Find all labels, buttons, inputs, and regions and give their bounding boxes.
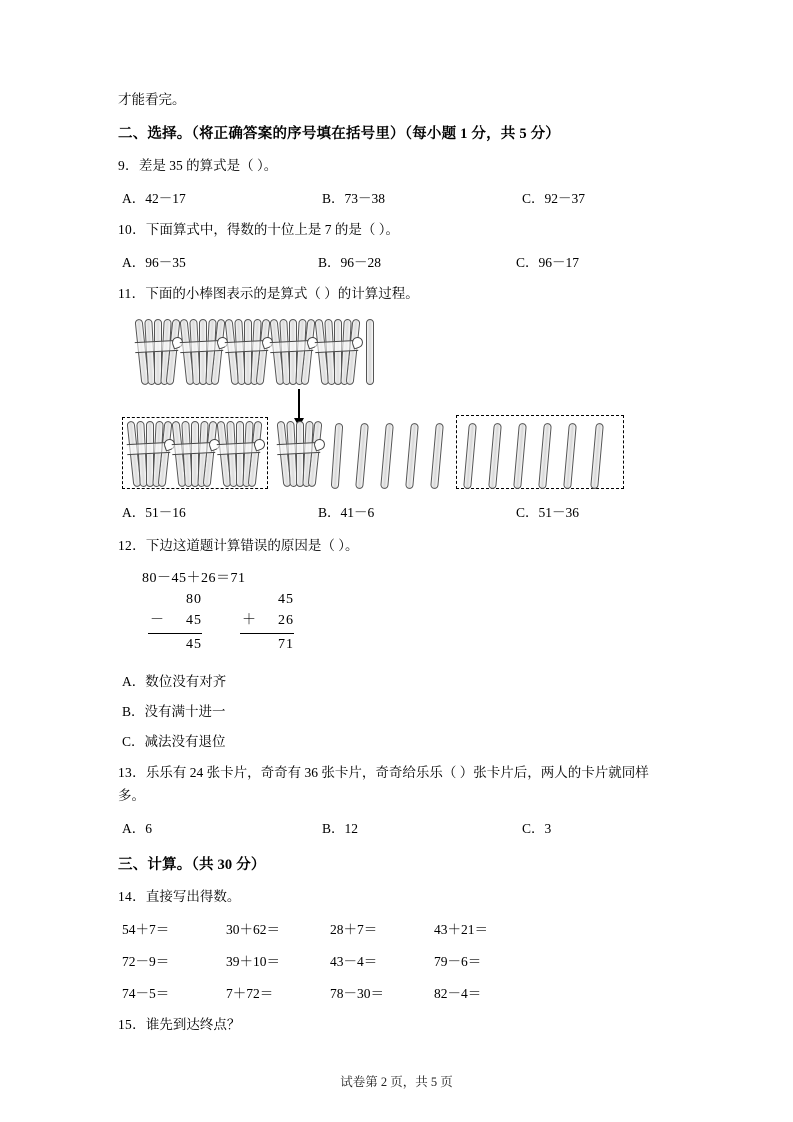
question-13 [118, 762, 675, 808]
question-15-number: 15． [118, 1016, 146, 1032]
question-12 [118, 535, 675, 558]
calc-item[interactable]: 43－4＝ [330, 953, 378, 969]
question-12-choice-c[interactable]: C．减法没有退位 [122, 733, 226, 749]
calc-row [118, 918, 675, 938]
calc-item[interactable]: 30＋62＝ [226, 921, 280, 937]
single-stick [331, 423, 344, 489]
calc-item[interactable]: 7＋72＝ [226, 985, 274, 1001]
operand-bottom-row [240, 610, 294, 634]
operator-sign: － [150, 613, 165, 629]
stick-bundle [128, 421, 168, 487]
vertical-calc-second [240, 589, 332, 656]
operand-bottom: 45 [186, 613, 202, 629]
down-arrow-icon [298, 389, 300, 419]
calc-row [118, 950, 675, 970]
single-stick [355, 423, 369, 489]
stick-bundle [173, 421, 213, 487]
option-a[interactable]: A．51－16 [122, 504, 186, 520]
question-11-options [118, 501, 675, 521]
calc-item[interactable]: 39＋10＝ [226, 953, 280, 969]
single-stick [380, 423, 394, 489]
question-10-options [118, 251, 675, 271]
calc-row [118, 982, 675, 1002]
option-a[interactable]: A．42－17 [122, 190, 186, 206]
stick-bundle [218, 421, 258, 487]
calc-item[interactable]: 28＋7＝ [330, 921, 378, 937]
option-c[interactable]: C．51－36 [516, 504, 580, 520]
question-14-text: 直接写出得数。 [145, 888, 241, 904]
single-stick [405, 423, 419, 489]
question-11 [118, 283, 675, 306]
question-9-text: 差是 35 的算式是（ ）。 [138, 158, 278, 173]
question-15-text: 谁先到达终点？ [145, 1016, 241, 1032]
operand-bottom: 26 [278, 613, 294, 629]
stick-bundle [226, 319, 266, 385]
stick-bundle [316, 319, 356, 385]
option-a[interactable]: A．96－35 [122, 254, 186, 270]
question-9-options [118, 187, 675, 207]
operand-bottom-row [148, 610, 202, 634]
question-13-number: 13． [118, 764, 146, 780]
question-10-number: 10． [118, 221, 146, 237]
question-12-text: 下边这道题计算错误的原因是（ ）。 [145, 537, 359, 553]
question-9 [118, 155, 675, 178]
question-9-number: 9． [118, 158, 139, 173]
calc-item[interactable]: 74－5＝ [122, 985, 170, 1001]
option-c[interactable]: C．96－17 [516, 254, 580, 270]
question-12-number: 12． [118, 537, 146, 553]
question-12-choice-a[interactable]: A．数位没有对齐 [122, 673, 227, 689]
question-13-text: 乐乐有 24 张卡片，奇奇有 36 张卡片，奇奇给乐乐（ ）张卡片后，两人的卡片就同样多。 [118, 764, 649, 803]
question-10-text: 下面算式中，得数的十位上是 7 的是（ ）。 [145, 221, 400, 237]
section-heading-three: 三、计算。（共 30 分） [118, 856, 266, 873]
calc-item[interactable]: 54＋7＝ [122, 921, 170, 937]
continuation-text: 才能看完。 [118, 92, 186, 107]
question-10 [118, 219, 675, 242]
stick-bundle [181, 319, 221, 385]
operand-top: 80 [186, 591, 202, 607]
stick-bundle [136, 319, 176, 385]
calc-item[interactable]: 72－9＝ [122, 953, 170, 969]
single-stick [366, 319, 374, 385]
stick-bundle-diagram [118, 315, 675, 497]
option-a[interactable]: A．6 [122, 820, 152, 836]
operator-sign: ＋ [242, 613, 257, 629]
calc-item[interactable]: 43＋21＝ [434, 921, 488, 937]
option-b[interactable]: B．12 [322, 820, 359, 836]
question-14-number: 14． [118, 888, 146, 904]
question-14 [118, 886, 675, 909]
single-stick [430, 423, 444, 489]
page-footer: 试卷第 2 页，共 5 页 [340, 1075, 453, 1089]
operand-top: 45 [278, 591, 294, 607]
stick-bundle [278, 421, 318, 487]
question-12-expression: 80－45＋26＝71 [142, 570, 246, 586]
calc-item[interactable]: 79－6＝ [434, 953, 482, 969]
option-b[interactable]: B．73－38 [322, 190, 386, 206]
question-12-choice-b[interactable]: B．没有满十进一 [122, 703, 226, 719]
vertical-calc-first [148, 589, 240, 656]
option-b[interactable]: B．41－6 [318, 504, 375, 520]
section-heading-two: 二、选择。（将正确答案的序号填在括号里）（每小题 1 分，共 5 分） [118, 126, 560, 142]
calc-result: 71 [278, 637, 294, 653]
option-c[interactable]: C．3 [522, 820, 552, 836]
question-11-text: 下面的小棒图表示的是算式（ ）的计算过程。 [145, 285, 419, 301]
option-b[interactable]: B．96－28 [318, 254, 382, 270]
option-c[interactable]: C．92－37 [522, 190, 586, 206]
stick-bundle [271, 319, 311, 385]
calc-result: 45 [186, 637, 202, 653]
calc-item[interactable]: 82－4＝ [434, 985, 482, 1001]
question-11-number: 11． [118, 285, 146, 301]
question-12-vertical-calculations [148, 589, 675, 656]
question-13-options [118, 817, 675, 837]
question-15 [118, 1014, 675, 1037]
calc-item[interactable]: 78－30＝ [330, 985, 384, 1001]
